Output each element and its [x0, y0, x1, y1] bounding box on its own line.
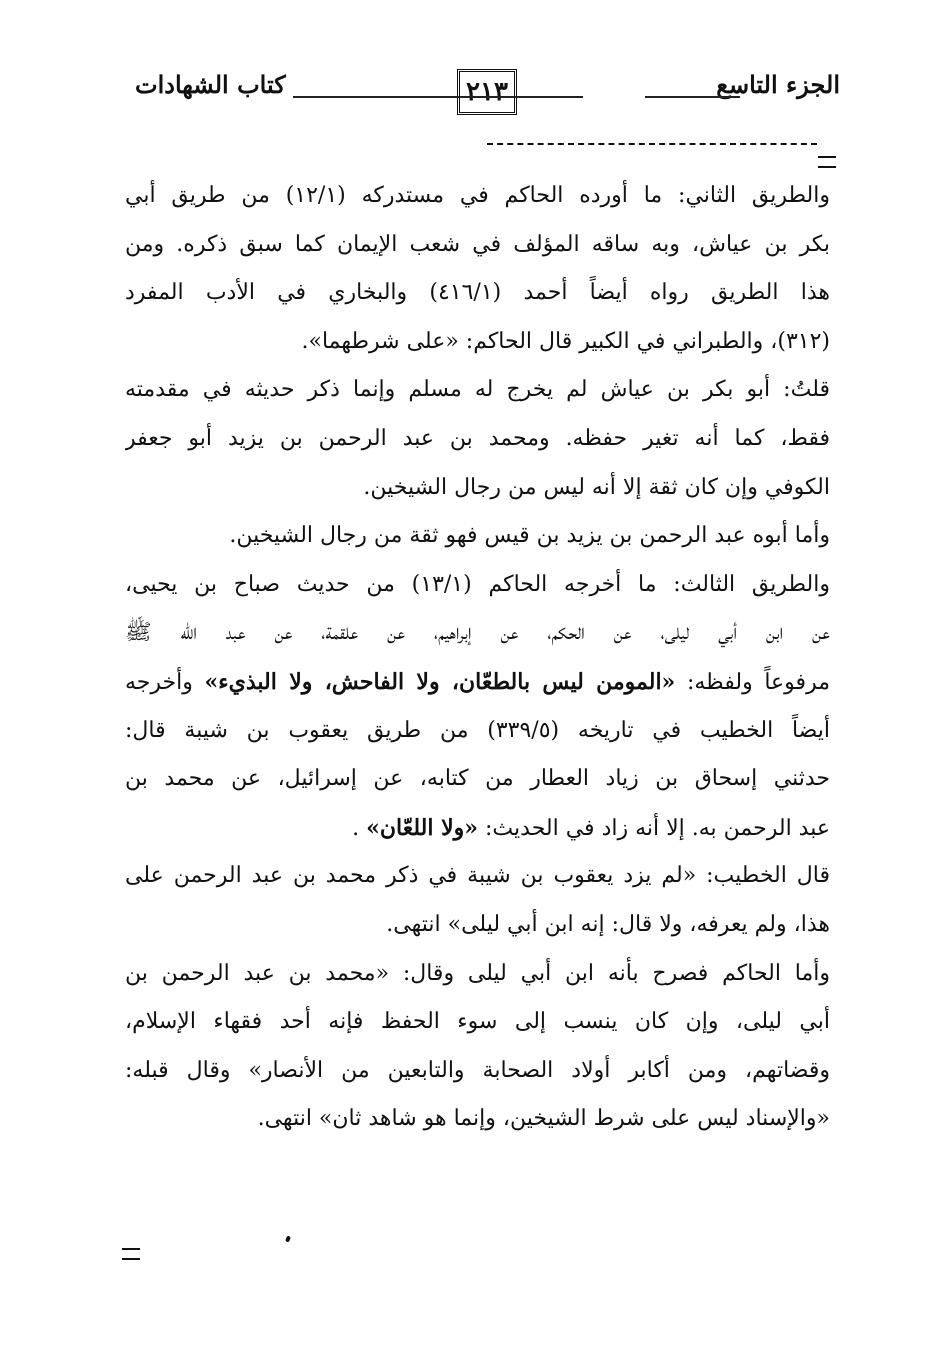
volume-title: الجزء التاسع: [716, 70, 840, 99]
bold-quote: «ولا اللعّان»: [366, 814, 479, 841]
header-rule-right: [645, 96, 740, 98]
text-line: قال الخطيب: «لم يزد يعقوب بن شيبة في ذكر محمد بن عبد الرحمن على: [125, 863, 830, 889]
text-line: هذا، ولم يعرفه، ولا قال: إنه ابن أبي ليلى» انتهى.: [386, 911, 830, 937]
page-header: [125, 64, 840, 126]
footnote-text: [125, 172, 830, 1144]
text-line: قلتُ: أبو بكر بن عياش لم يخرج له مسلم وإنما ذكر حديثه في مقدمته: [125, 377, 830, 403]
header-rule-left: [293, 96, 583, 98]
text-line-with-bold: عبد الرحمن به. إلا أنه زاد في الحديث: «ولا اللعّان» .: [352, 814, 830, 841]
text-line: وأما الحاكم فصرح بأنه ابن أبي ليلى وقال: «محمد بن عبد الرحمن بن: [125, 960, 830, 986]
text-line: حدثني إسحاق بن زياد العطار من كتابه، عن إسرائيل، عن محمد بن: [125, 766, 830, 792]
text-line: هذا الطريق رواه أيضاً أحمد (٤١٦/١) والبخاري في الأدب المفرد: [125, 280, 830, 306]
book-title: كتاب الشهادات: [135, 70, 286, 99]
text-line: وقضاتهم، ومن أكابر أولاد الصحابة والتابعين من الأنصار» وقال قبله:: [125, 1057, 830, 1083]
bold-quote: «المومن ليس بالطعّان، ولا الفاحش، ولا البذيء»: [204, 668, 676, 695]
text-line: (٣١٢)، والطبراني في الكبير قال الحاكم: «على شرطهما».: [301, 328, 830, 354]
separator-mark-top: [818, 156, 836, 168]
page-number: ٢١٣: [457, 69, 517, 115]
text-line: أبي ليلى، وإن كان ينسب إلى سوء الحفظ فإنه أحد فقهاء الإسلام،: [125, 1009, 830, 1035]
text-line: والطريق الثالث: ما أخرجه الحاكم (١٣/١) من حديث صباح بن يحيى،: [125, 571, 830, 597]
separator-mark-bottom: [122, 1248, 140, 1260]
text-line: عن ابن أبي ليلى، عن الحكم، عن إبراهيم، عن علقمة، عن عبد الله ﷺ: [125, 620, 830, 646]
text-line-with-bold: مرفوعاً ولفظه: «المومن ليس بالطعّان، ولا الفاحش، ولا البذيء» وأخرجه: [125, 668, 830, 695]
text-line: «والإسناد ليس على شرط الشيخين، وإنما هو شاهد ثان» انتهى.: [257, 1106, 830, 1132]
text-line: بكر بن عياش، وبه ساقه المؤلف في شعب الإيمان كما سبق ذكره. ومن: [125, 231, 830, 257]
text-line: والطريق الثاني: ما أورده الحاكم في مستدركه (١٢/١) من طريق أبي: [125, 183, 830, 208]
text-line: وأما أبوه عبد الرحمن بن يزيد بن قيس فهو ثقة من رجال الشيخين.: [229, 523, 830, 549]
text-line: الكوفي وإن كان ثقة إلا أنه ليس من رجال الشيخين.: [363, 474, 830, 500]
header-dashed-rule: [487, 143, 817, 145]
text-line: فقط، كما أنه تغير حفظه. ومحمد بن عبد الرحمن بن يزيد أبو جعفر: [125, 425, 830, 451]
text-line: أيضاً الخطيب في تاريخه (٣٣٩/٥) من طريق يعقوب بن شيبة قال:: [125, 717, 830, 743]
ink-mark: [285, 1235, 291, 1242]
